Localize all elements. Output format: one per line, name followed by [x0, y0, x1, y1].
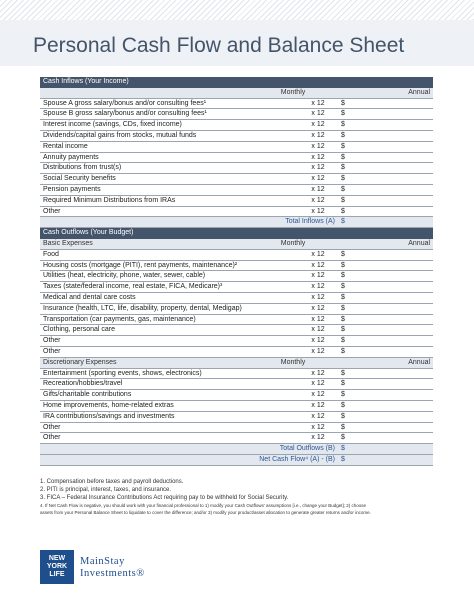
section-heading: Cash Inflows (Your Income)	[40, 77, 433, 87]
annual-amount-cell: $	[338, 346, 433, 357]
inflows-column-header	[40, 87, 433, 98]
row-label: Other	[40, 422, 248, 433]
row-label: Other	[40, 433, 248, 444]
logo-line-3: LIFE	[49, 571, 65, 578]
monthly-cell	[248, 120, 298, 131]
monthly-cell	[248, 379, 298, 390]
row-label: Rental income	[40, 141, 248, 152]
table-row	[40, 184, 433, 195]
multiplier-label: x 12	[298, 400, 338, 411]
multiplier-label: x 12	[298, 260, 338, 271]
monthly-cell	[248, 400, 298, 411]
footnotes	[40, 478, 440, 516]
multiplier-label: x 12	[298, 163, 338, 174]
annual-amount-cell: $	[338, 130, 433, 141]
multiplier-label: x 12	[298, 314, 338, 325]
table-row	[40, 174, 433, 185]
row-label: Medical and dental care costs	[40, 292, 248, 303]
monthly-cell	[248, 303, 298, 314]
multiplier-label: x 12	[298, 411, 338, 422]
annual-amount-cell: $	[338, 282, 433, 293]
annual-amount-cell: $	[338, 174, 433, 185]
monthly-cell	[248, 174, 298, 185]
row-label: Other	[40, 206, 248, 217]
monthly-cell	[248, 292, 298, 303]
table-row	[40, 271, 433, 282]
new-york-life-logo	[40, 550, 74, 584]
row-label: Distributions from trust(s)	[40, 163, 248, 174]
annual-amount-cell: $	[338, 303, 433, 314]
annual-amount-cell: $	[338, 260, 433, 271]
table-row	[40, 206, 433, 217]
monthly-cell	[248, 109, 298, 120]
cash-inflows-section	[40, 77, 433, 87]
header-hatch-pattern	[0, 0, 474, 20]
row-label: Interest income (savings, CDs, fixed income)	[40, 120, 248, 131]
table-row	[40, 336, 433, 347]
table-row	[40, 303, 433, 314]
multiplier-label: x 12	[298, 433, 338, 444]
monthly-cell	[248, 346, 298, 357]
multiplier-label: x 12	[298, 249, 338, 260]
footnote-2: 2. PITI is principal, interest, taxes, and insurance.	[40, 487, 172, 493]
table-row	[40, 368, 433, 379]
monthly-cell	[248, 336, 298, 347]
monthly-cell	[248, 433, 298, 444]
table-row	[40, 260, 433, 271]
monthly-cell	[248, 141, 298, 152]
annual-amount-cell: $	[338, 141, 433, 152]
annual-amount-cell: $	[338, 422, 433, 433]
multiplier-label: x 12	[298, 282, 338, 293]
table-row	[40, 325, 433, 336]
table-row	[40, 109, 433, 120]
total-outflows-row	[40, 444, 433, 455]
monthly-cell	[248, 390, 298, 401]
table-row	[40, 292, 433, 303]
column-header-label	[40, 87, 248, 98]
monthly-cell	[248, 368, 298, 379]
annual-amount-cell: $	[338, 249, 433, 260]
logo-line-2: YORK	[46, 563, 68, 570]
row-label: Clothing, personal care	[40, 325, 248, 336]
annual-amount-cell: $	[338, 368, 433, 379]
row-label: Annuity payments	[40, 152, 248, 163]
row-label: Pension payments	[40, 184, 248, 195]
annual-amount-cell: $	[338, 206, 433, 217]
multiplier-label: x 12	[298, 98, 338, 109]
row-label: Taxes (state/federal income, real estate, FICA, Medicare)³	[40, 282, 248, 293]
monthly-cell	[248, 325, 298, 336]
table-row	[40, 411, 433, 422]
multiplier-label: x 12	[298, 336, 338, 347]
multiplier-label: x 12	[298, 130, 338, 141]
column-header-annual: Annual	[338, 87, 433, 98]
annual-amount-cell: $	[338, 314, 433, 325]
table-row	[40, 141, 433, 152]
row-label: IRA contributions/savings and investments	[40, 411, 248, 422]
table-row	[40, 422, 433, 433]
table-row	[40, 282, 433, 293]
column-header-annual: Annual	[338, 238, 433, 249]
row-label: Other	[40, 346, 248, 357]
monthly-cell	[248, 152, 298, 163]
row-label: Housing costs (mortgage (PITI), rent payments, maintenance)²	[40, 260, 248, 271]
mainstay-brand	[80, 556, 145, 580]
table-row	[40, 120, 433, 131]
row-label: Gifts/charitable contributions	[40, 390, 248, 401]
annual-amount-cell: $	[338, 390, 433, 401]
annual-amount-cell: $	[338, 120, 433, 131]
multiplier-label: x 12	[298, 292, 338, 303]
column-header-monthly: Monthly	[248, 87, 338, 98]
table-row	[40, 195, 433, 206]
monthly-cell	[248, 260, 298, 271]
footnote-1: 1. Compensation before taxes and payroll deductions.	[40, 479, 184, 485]
row-label: Recreation/hobbies/travel	[40, 379, 248, 390]
monthly-cell	[248, 163, 298, 174]
row-label: Home improvements, home-related extras	[40, 400, 248, 411]
brand-line-1: MainStay	[80, 556, 125, 567]
multiplier-label: x 12	[298, 303, 338, 314]
footnote-4-continued: assets from your Personal Balance Sheet to liquidate to cover the difference; and/or 3) modify your product/asset allocation to generate greater returns and/or income.	[40, 510, 371, 515]
multiplier-label: x 12	[298, 206, 338, 217]
annual-amount-cell: $	[338, 271, 433, 282]
column-header-monthly: Monthly	[248, 357, 338, 368]
monthly-cell	[248, 130, 298, 141]
multiplier-label: x 12	[298, 379, 338, 390]
annual-amount-cell: $	[338, 163, 433, 174]
row-label: Required Minimum Distributions from IRAs	[40, 195, 248, 206]
multiplier-label: x 12	[298, 152, 338, 163]
annual-amount-cell: $	[338, 184, 433, 195]
multiplier-label: x 12	[298, 174, 338, 185]
table-row	[40, 98, 433, 109]
multiplier-label: x 12	[298, 390, 338, 401]
total-label: Net Cash Flow⁴ (A) - (B)	[40, 454, 338, 465]
column-header-label: Discretionary Expenses	[40, 357, 248, 368]
row-label: Other	[40, 336, 248, 347]
row-label: Insurance (health, LTC, life, disability, property, dental, Medigap)	[40, 303, 248, 314]
monthly-cell	[248, 249, 298, 260]
footnote-4: 4. If Net Cash Flow is negative, you should work with your financial professional to 1) modify your Cash Outflows' assumptions [i.e., change your Budget]; 2) choose	[40, 503, 367, 508]
cash-flow-table	[40, 77, 433, 466]
monthly-cell	[248, 411, 298, 422]
column-header-label: Basic Expenses	[40, 238, 248, 249]
annual-amount-cell: $	[338, 325, 433, 336]
annual-amount-cell: $	[338, 379, 433, 390]
annual-amount-cell: $	[338, 336, 433, 347]
monthly-cell	[248, 206, 298, 217]
monthly-cell	[248, 282, 298, 293]
total-label: Total Outflows (B)	[40, 444, 338, 455]
annual-amount-cell: $	[338, 195, 433, 206]
row-label: Social Security benefits	[40, 174, 248, 185]
table-row	[40, 346, 433, 357]
annual-amount-cell: $	[338, 292, 433, 303]
table-row	[40, 400, 433, 411]
monthly-cell	[248, 422, 298, 433]
section-heading: Cash Outflows (Your Budget)	[40, 228, 433, 239]
monthly-cell	[248, 195, 298, 206]
table-row	[40, 163, 433, 174]
multiplier-label: x 12	[298, 141, 338, 152]
table-row	[40, 152, 433, 163]
row-label: Spouse A gross salary/bonus and/or consulting fees¹	[40, 98, 248, 109]
monthly-cell	[248, 98, 298, 109]
total-amount-cell: $	[338, 454, 433, 465]
table-row	[40, 379, 433, 390]
multiplier-label: x 12	[298, 109, 338, 120]
page-title: Personal Cash Flow and Balance Sheet	[33, 34, 405, 57]
cash-outflows-section	[40, 228, 433, 239]
table-row	[40, 314, 433, 325]
annual-amount-cell: $	[338, 400, 433, 411]
row-label: Spouse B gross salary/bonus and/or consulting fees¹	[40, 109, 248, 120]
multiplier-label: x 12	[298, 195, 338, 206]
multiplier-label: x 12	[298, 368, 338, 379]
multiplier-label: x 12	[298, 271, 338, 282]
multiplier-label: x 12	[298, 346, 338, 357]
table-row	[40, 433, 433, 444]
row-label: Dividends/capital gains from stocks, mutual funds	[40, 130, 248, 141]
annual-amount-cell: $	[338, 433, 433, 444]
row-label: Entertainment (sporting events, shows, electronics)	[40, 368, 248, 379]
total-amount-cell: $	[338, 444, 433, 455]
monthly-cell	[248, 184, 298, 195]
annual-amount-cell: $	[338, 411, 433, 422]
discretionary-expenses-header	[40, 357, 433, 368]
annual-amount-cell: $	[338, 109, 433, 120]
basic-expenses-header	[40, 238, 433, 249]
monthly-cell	[248, 271, 298, 282]
total-amount-cell: $	[338, 217, 433, 228]
table-row	[40, 249, 433, 260]
net-cash-flow-row	[40, 454, 433, 465]
annual-amount-cell: $	[338, 98, 433, 109]
multiplier-label: x 12	[298, 325, 338, 336]
total-label: Total Inflows (A)	[40, 217, 338, 228]
annual-amount-cell: $	[338, 152, 433, 163]
row-label: Utilities (heat, electricity, phone, water, sewer, cable)	[40, 271, 248, 282]
row-label: Food	[40, 249, 248, 260]
multiplier-label: x 12	[298, 422, 338, 433]
total-inflows-row	[40, 217, 433, 228]
table-row	[40, 390, 433, 401]
brand-line-2: Investments®	[80, 568, 145, 579]
footnote-3: 3. FICA – Federal Insurance Contributions Act requiring pay to be withheld for Social Security.	[40, 495, 289, 501]
multiplier-label: x 12	[298, 184, 338, 195]
monthly-cell	[248, 314, 298, 325]
table-row	[40, 130, 433, 141]
logo-line-1: NEW	[48, 555, 66, 562]
row-label: Transportation (car payments, gas, maintenance)	[40, 314, 248, 325]
multiplier-label: x 12	[298, 120, 338, 131]
column-header-annual: Annual	[338, 357, 433, 368]
column-header-monthly: Monthly	[248, 238, 338, 249]
